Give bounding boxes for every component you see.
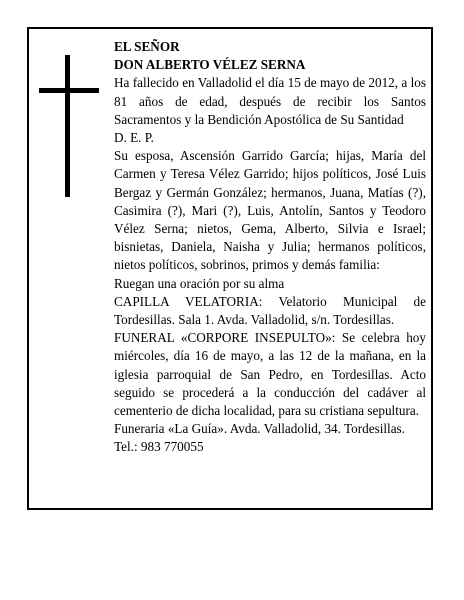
obituary-text — [114, 38, 426, 457]
title-line-1: EL SEÑOR — [114, 39, 180, 54]
title-line-2: DON ALBERTO VÉLEZ SERNA — [114, 57, 306, 73]
prayer-request: Ruegan una oración por su alma — [114, 275, 285, 291]
phone: Tel.: 983 770055 — [114, 439, 204, 455]
cross-vertical-bar — [65, 55, 70, 197]
chapel-info: CAPILLA VELATORIA: Velatorio Municipal de Tordesillas. Sala 1. Avda. Valladolid, s/n. Tordesillas. — [114, 293, 426, 328]
cross-icon — [39, 55, 99, 197]
dep: D. E. P. — [114, 130, 154, 146]
announcement: Ha fallecido en Valladolid el día 15 de mayo de 2012, a los 81 años de edad, después de recibir los Santos Sacramentos y la Bendición Apostólica de Su Santidad — [114, 75, 426, 127]
funeral-home: Funeraria «La Guía». Avda. Valladolid, 34. Tordesillas. — [114, 421, 405, 437]
funeral-info: FUNERAL «CORPORE INSEPULTO»: Se celebra hoy miércoles, día 16 de mayo, a las 12 de la mañana, en la iglesia parroquial de San Pedro, en Tordesillas. Acto seguido se procederá a la conducción del cadáver al cementerio de dicha localidad, para su cristiana sepultura. — [114, 330, 426, 419]
family-list: Su esposa, Ascensión Garrido García; hijas, María del Carmen y Teresa Vélez Garrido; hijos políticos, José Luis Bergaz y Germán González; hermanos, Juana, Matías (?), Casimira (?), Mari (?), Luis, Antolín, Santos y Teodoro Vélez Serna; nietos, Gema, Alberto, Silvia e Israel; bisnietas, Daniela, Naisha y Julia; hermanos políticos, nietos políticos, sobrinos, primos y demás familia: — [114, 148, 426, 273]
cross-horizontal-bar — [39, 88, 99, 93]
